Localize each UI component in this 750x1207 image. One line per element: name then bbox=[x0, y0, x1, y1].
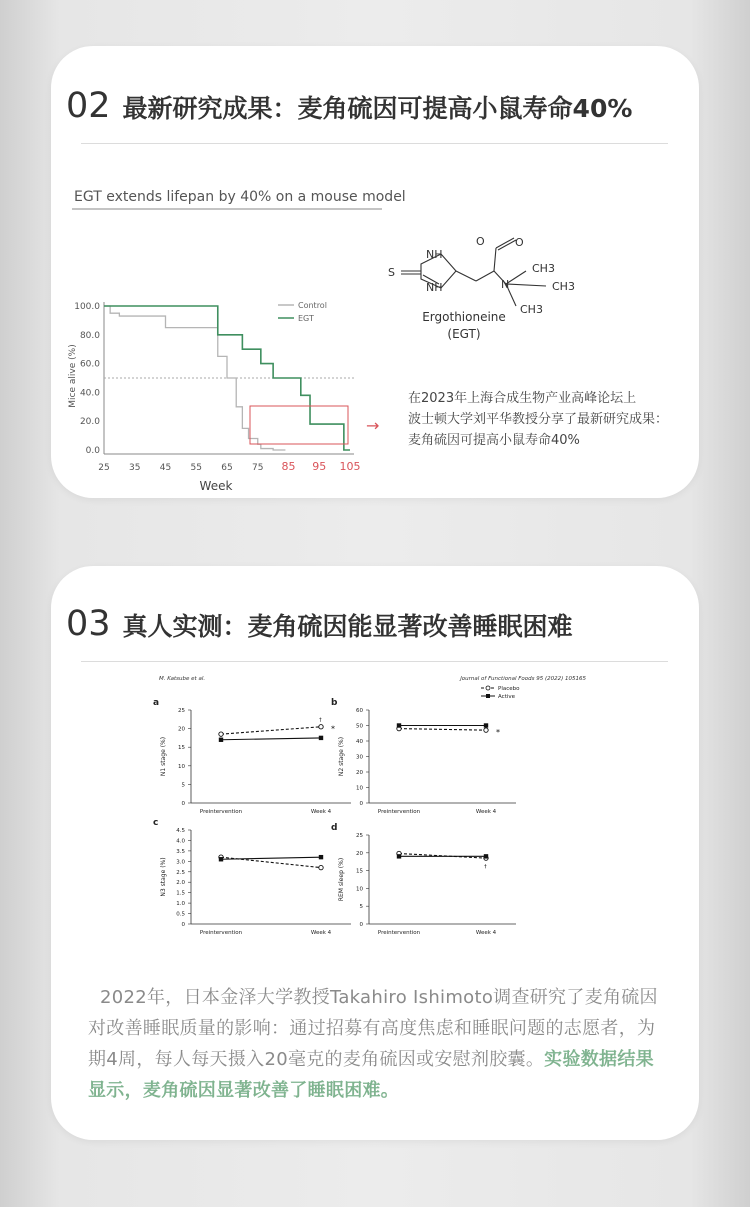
y-tick-label: 2.5 bbox=[176, 869, 185, 876]
x-tick-label: Preintervention bbox=[199, 809, 243, 815]
y-tick-label: 100.0 bbox=[74, 302, 100, 312]
molecule-abbr: (EGT) bbox=[447, 327, 481, 341]
study-highlight: 实验数据结果显示，麦角硫因显著改善了睡眠困难。 bbox=[88, 1049, 654, 1101]
x-tick-label: 55 bbox=[190, 463, 202, 473]
highlight-box bbox=[250, 406, 348, 444]
atom-label: O bbox=[515, 236, 524, 249]
series-line-control bbox=[104, 306, 285, 450]
y-tick-label: 80.0 bbox=[79, 330, 100, 341]
sleep-panels bbox=[153, 686, 520, 936]
x-tick-label: Preintervention bbox=[377, 809, 421, 815]
y-axis-label: N1 stage (%) bbox=[160, 736, 167, 777]
lifespan-figure bbox=[66, 176, 686, 493]
y-tick-label: 10 bbox=[178, 763, 185, 770]
data-point bbox=[484, 854, 488, 858]
series-line-active bbox=[221, 738, 321, 740]
y-tick-label: 0 bbox=[181, 801, 185, 807]
x-tick-label: 35 bbox=[129, 463, 141, 473]
paper-header-right: Journal of Functional Foods 95 (2022) 105165 bbox=[460, 676, 586, 682]
x-tick-label: 65 bbox=[221, 463, 233, 473]
y-tick-label: 60 bbox=[356, 708, 363, 714]
y-tick-label: 30 bbox=[356, 754, 363, 761]
section-number: 03 bbox=[66, 604, 111, 644]
figure-caption: EGT extends lifepan by 40% on a mouse model bbox=[74, 189, 406, 205]
legend-marker bbox=[486, 694, 490, 698]
y-axis-label: N3 stage (%) bbox=[160, 857, 167, 897]
y-tick-label: 60.0 bbox=[79, 359, 100, 370]
egt-molecule bbox=[401, 238, 546, 306]
x-tick-label: Week 4 bbox=[310, 930, 332, 936]
data-point bbox=[484, 723, 488, 727]
x-tick-label: 95 bbox=[312, 460, 327, 473]
section-title: 最新研究成果：麦角硫因可提高小鼠寿命40% bbox=[122, 94, 633, 123]
data-point bbox=[319, 865, 323, 869]
atom-label: N bbox=[501, 278, 510, 291]
y-tick-label: 3.0 bbox=[176, 859, 185, 866]
significance-mark: † bbox=[319, 717, 322, 724]
x-axis-label: Week bbox=[199, 479, 233, 493]
atom-label: CH3 bbox=[520, 303, 543, 316]
y-tick-label: 50 bbox=[356, 723, 363, 730]
y-tick-label: 40.0 bbox=[79, 388, 100, 399]
data-point bbox=[219, 732, 223, 736]
atom-label: O bbox=[476, 235, 485, 248]
y-tick-label: 25 bbox=[178, 708, 185, 714]
x-tick-label: 45 bbox=[159, 463, 172, 473]
y-tick-label: 10 bbox=[356, 886, 363, 893]
study-paragraph bbox=[88, 982, 668, 1106]
data-point bbox=[319, 725, 323, 729]
survival-chart bbox=[68, 301, 361, 493]
x-tick-label: Preintervention bbox=[199, 930, 243, 936]
x-tick-label: Week 4 bbox=[310, 809, 332, 815]
x-tick-label: 75 bbox=[252, 463, 264, 473]
panel-letter: b bbox=[331, 698, 338, 708]
y-tick-label: 0.5 bbox=[176, 911, 185, 918]
y-tick-label: 5 bbox=[181, 782, 185, 789]
series-line-placebo bbox=[399, 729, 486, 731]
x-tick-label: 25 bbox=[98, 463, 110, 473]
panel-letter: c bbox=[153, 818, 159, 828]
y-tick-label: 4.0 bbox=[176, 838, 185, 845]
x-tick-label: 105 bbox=[339, 460, 361, 473]
y-tick-label: 4.5 bbox=[176, 828, 185, 834]
significance-mark: * bbox=[496, 728, 500, 738]
x-tick-label: Week 4 bbox=[475, 809, 497, 815]
data-point bbox=[397, 854, 401, 858]
legend-label: Placebo bbox=[498, 686, 520, 692]
research-card-02 bbox=[51, 46, 699, 498]
data-point bbox=[319, 736, 323, 740]
section-title: 真人实测：麦角硫因能显著改善睡眠困难 bbox=[122, 612, 573, 641]
divider bbox=[81, 143, 668, 144]
y-tick-label: 2.0 bbox=[176, 880, 185, 887]
divider bbox=[81, 661, 668, 662]
panel-b bbox=[331, 686, 520, 815]
y-tick-label: 0.0 bbox=[85, 446, 100, 456]
y-tick-label: 3.5 bbox=[176, 848, 185, 855]
y-tick-label: 5 bbox=[359, 904, 363, 911]
panel-c bbox=[153, 818, 351, 936]
significance-mark: * bbox=[331, 724, 335, 734]
atom-label: S bbox=[388, 266, 395, 279]
x-tick-label: Preintervention bbox=[377, 930, 421, 936]
study-text: 2022年，日本金泽大学教授Takahiro Ishimoto调查研究了麦角硫因对改善睡眠质量的影响：通过招募有高度焦虑和睡眠问题的志愿者，为期4周，每人每天摄入20毫克的麦角硫因或安慰剂胶囊。 bbox=[88, 987, 658, 1070]
y-tick-label: 20.0 bbox=[79, 417, 100, 428]
legend-label: Active bbox=[498, 694, 516, 700]
y-tick-label: 20 bbox=[356, 850, 363, 857]
data-point bbox=[219, 857, 223, 861]
y-tick-label: 20 bbox=[178, 726, 185, 733]
y-tick-label: 10 bbox=[356, 785, 363, 792]
panel-d bbox=[331, 823, 516, 936]
y-tick-label: 1.5 bbox=[176, 890, 185, 897]
y-axis-label: REM sleep (%) bbox=[338, 857, 345, 902]
data-point bbox=[219, 738, 223, 742]
note-line: 波士顿大学刘平华教授分享了最新研究成果： bbox=[408, 412, 669, 427]
data-point bbox=[397, 723, 401, 727]
y-tick-label: 20 bbox=[356, 770, 363, 776]
research-card-03 bbox=[51, 566, 699, 1140]
legend-marker bbox=[486, 686, 490, 690]
x-tick-label: Week 4 bbox=[475, 930, 497, 936]
atom-label: NH bbox=[426, 248, 443, 261]
x-tick-label: 85 bbox=[281, 460, 296, 473]
series-line-placebo bbox=[221, 727, 321, 734]
significance-mark: † bbox=[484, 864, 487, 871]
data-point bbox=[484, 728, 488, 732]
y-axis-label: Mice alive (%) bbox=[68, 344, 78, 408]
note-line: 麦角硫因可提高小鼠寿命40% bbox=[408, 433, 580, 448]
molecule-name: Ergothioneine bbox=[422, 310, 506, 324]
section-heading bbox=[66, 604, 573, 644]
panel-a bbox=[153, 698, 351, 815]
section-number: 02 bbox=[66, 86, 111, 126]
y-tick-label: 0 bbox=[359, 801, 363, 807]
note-line: 在2023年上海合成生物产业高峰论坛上 bbox=[408, 391, 637, 406]
arrow-icon: → bbox=[366, 416, 380, 435]
y-tick-label: 0 bbox=[181, 922, 185, 928]
paper-header-left: M. Katsube et al. bbox=[159, 676, 206, 682]
data-point bbox=[319, 855, 323, 859]
y-tick-label: 0 bbox=[359, 922, 363, 928]
y-tick-label: 15 bbox=[178, 745, 185, 752]
y-axis-label: N2 stage (%) bbox=[338, 736, 345, 777]
legend-label: Control bbox=[298, 301, 327, 310]
atom-label: CH3 bbox=[532, 262, 555, 275]
y-tick-label: 1.0 bbox=[176, 901, 185, 908]
panel-letter: a bbox=[153, 698, 160, 708]
y-tick-label: 40 bbox=[356, 739, 363, 745]
sleep-figure bbox=[151, 670, 611, 950]
y-tick-label: 25 bbox=[356, 833, 363, 839]
atom-label: NH bbox=[426, 281, 443, 294]
atom-label: CH3 bbox=[552, 280, 575, 293]
y-tick-label: 15 bbox=[356, 868, 363, 875]
panel-letter: d bbox=[331, 823, 338, 833]
legend-label: EGT bbox=[298, 314, 314, 323]
section-heading bbox=[66, 86, 632, 126]
